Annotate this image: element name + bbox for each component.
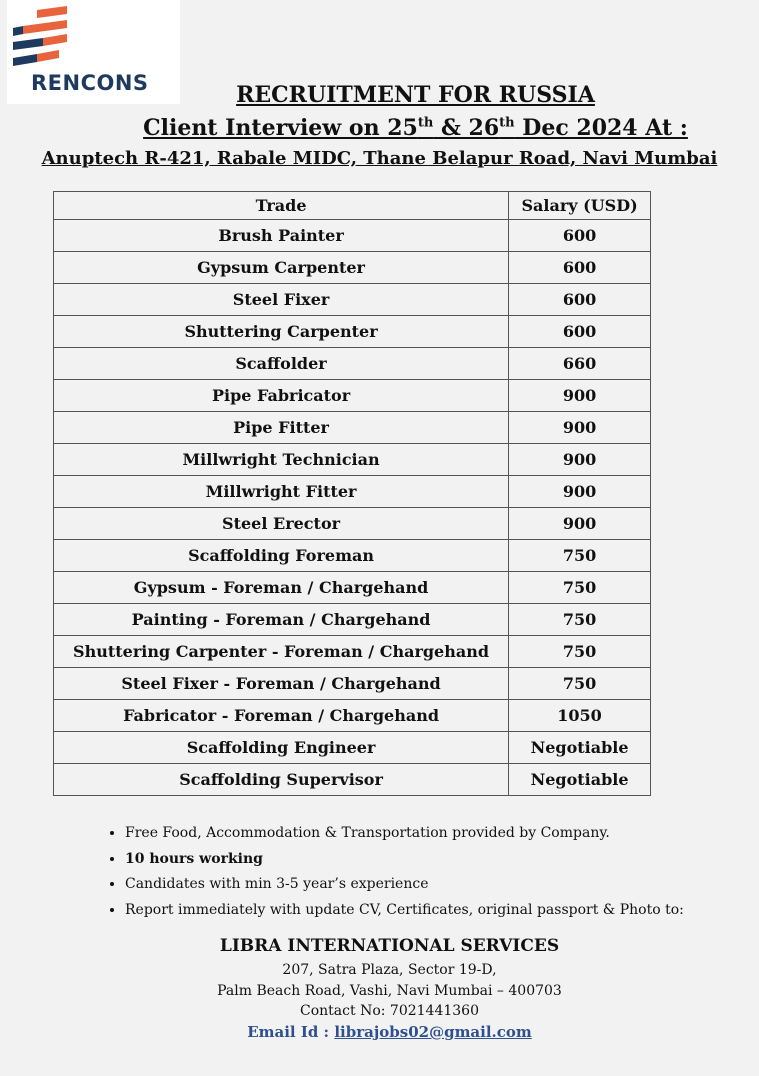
trade-cell: Steel Fixer: [54, 284, 509, 316]
table-row: [54, 508, 651, 540]
table-row: [54, 220, 651, 252]
table-row: [54, 316, 651, 348]
table-row: [54, 380, 651, 412]
table-row: [54, 636, 651, 668]
salary-cell: Negotiable: [509, 764, 651, 796]
salary-cell: 1050: [509, 700, 651, 732]
salary-cell: 900: [509, 476, 651, 508]
trade-cell: Millwright Technician: [54, 444, 509, 476]
table-row: [54, 444, 651, 476]
agency-contact: Contact No: 7021441360: [300, 1003, 479, 1019]
trade-cell: Gypsum Carpenter: [54, 252, 509, 284]
interview-venue: Anuptech R-421, Rabale MIDC, Thane Belapur Road, Navi Mumbai: [41, 148, 718, 169]
agency-name: LIBRA INTERNATIONAL SERVICES: [219, 936, 560, 956]
trade-cell: Shuttering Carpenter - Foreman / Chargehand: [54, 636, 509, 668]
salary-cell: 900: [509, 508, 651, 540]
agency-email-line: [10, 1023, 759, 1041]
trade-cell: Scaffolder: [54, 348, 509, 380]
trade-cell: Fabricator - Foreman / Chargehand: [54, 700, 509, 732]
salary-cell: 600: [509, 284, 651, 316]
table-row: [54, 604, 651, 636]
list-item: • Candidates with min 3-5 year’s experience: [125, 873, 759, 899]
trade-cell: Scaffolding Engineer: [54, 732, 509, 764]
trade-cell: Pipe Fitter: [54, 412, 509, 444]
salary-cell: 900: [509, 412, 651, 444]
table-header-row: [54, 192, 651, 220]
page-title: RECRUITMENT FOR RUSSIA: [236, 82, 595, 108]
salary-cell: 750: [509, 668, 651, 700]
table-row: [54, 252, 651, 284]
trade-cell: Millwright Fitter: [54, 476, 509, 508]
salary-cell: 600: [509, 220, 651, 252]
email-label: Email Id :: [247, 1023, 335, 1041]
trade-cell: Gypsum - Foreman / Chargehand: [54, 572, 509, 604]
table-row: [54, 700, 651, 732]
column-header-salary: Salary (USD): [509, 192, 651, 220]
salary-cell: 750: [509, 604, 651, 636]
table-row: [54, 668, 651, 700]
benefits-list: [99, 822, 759, 924]
table-row: [54, 540, 651, 572]
trade-cell: Pipe Fabricator: [54, 380, 509, 412]
table-row: [54, 572, 651, 604]
salary-cell: 750: [509, 540, 651, 572]
table-row: [54, 732, 651, 764]
interview-dates: Client Interview on 25th & 26th Dec 2024 At :: [143, 115, 688, 141]
salary-cell: 600: [509, 252, 651, 284]
agency-address-line1: 207, Satra Plaza, Sector 19-D,: [282, 962, 497, 978]
trade-salary-table: [53, 191, 651, 796]
logo-text: RENCONS: [31, 71, 149, 95]
table-row: [54, 348, 651, 380]
trade-cell: Brush Painter: [54, 220, 509, 252]
table-row: [54, 764, 651, 796]
trade-cell: Painting - Foreman / Chargehand: [54, 604, 509, 636]
salary-cell: 600: [509, 316, 651, 348]
rencons-logo-icon: [13, 6, 73, 68]
trade-cell: Steel Fixer - Foreman / Chargehand: [54, 668, 509, 700]
table-row: [54, 284, 651, 316]
list-item: • Report immediately with update CV, Certificates, original passport & Photo to:: [125, 899, 759, 925]
salary-cell: 900: [509, 380, 651, 412]
agency-address-line2: Palm Beach Road, Vashi, Navi Mumbai – 400703: [217, 983, 562, 999]
salary-cell: 750: [509, 636, 651, 668]
salary-cell: Negotiable: [509, 732, 651, 764]
list-item: • Free Food, Accommodation & Transportation provided by Company.: [125, 822, 759, 848]
salary-cell: 660: [509, 348, 651, 380]
list-item: • 10 hours working: [125, 848, 759, 874]
salary-cell: 900: [509, 444, 651, 476]
table-row: [54, 476, 651, 508]
trade-cell: Scaffolding Foreman: [54, 540, 509, 572]
trade-cell: Shuttering Carpenter: [54, 316, 509, 348]
column-header-trade: Trade: [54, 192, 509, 220]
salary-cell: 750: [509, 572, 651, 604]
email-link[interactable]: librajobs02@gmail.com: [334, 1023, 532, 1041]
table-row: [54, 412, 651, 444]
trade-cell: Steel Erector: [54, 508, 509, 540]
trade-cell: Scaffolding Supervisor: [54, 764, 509, 796]
